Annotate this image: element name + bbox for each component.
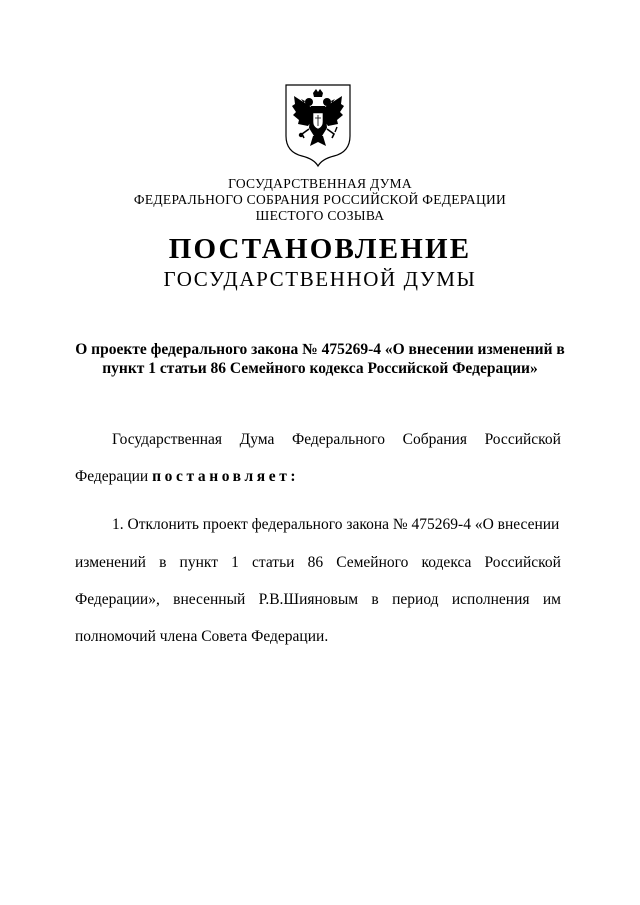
clause-word: Федерации»,	[75, 591, 160, 608]
clause1-line-2	[75, 553, 561, 573]
preamble-word: Дума	[239, 431, 275, 448]
russian-coat-of-arms-icon	[282, 82, 354, 168]
preamble-federation: Федерации	[75, 468, 149, 485]
clause-word: исполнения	[451, 591, 530, 608]
clause-word: Р.В.Шияновым	[258, 591, 359, 608]
preamble-word: Российской	[484, 431, 561, 448]
clause1-line-3	[75, 590, 561, 610]
preamble-word: Федерального	[291, 431, 386, 448]
clause-word: Семейного	[336, 554, 409, 571]
preamble-word: Государственная	[112, 431, 223, 448]
issuer-title: ГОСУДАРСТВЕННОЙ ДУМЫ	[163, 267, 477, 291]
clause-word: статьи	[251, 554, 295, 571]
clause-word: им	[542, 591, 561, 608]
clause1-line-1: 1. Отклонить проект федерального закона № 475269-4 «О внесении	[112, 516, 560, 533]
preamble-line-2	[75, 467, 561, 487]
clause-word: в	[371, 591, 379, 608]
subject-line-1: О проекте федерального закона № 475269-4 «О внесении изменений в	[75, 341, 565, 358]
preamble-line-1	[112, 430, 561, 450]
org-line-federal-assembly: ФЕДЕРАЛЬНОГО СОБРАНИЯ РОССИЙСКОЙ ФЕДЕРАЦИИ	[133, 192, 507, 207]
clause-word: период	[392, 591, 439, 608]
clause-word: 1	[231, 554, 239, 571]
clause-word: пункт	[179, 554, 218, 571]
document-type-title: ПОСТАНОВЛЕНИЕ	[168, 233, 472, 265]
clause1-line-4: полномочий члена Совета Федерации.	[75, 628, 329, 645]
clause-word: Российской	[484, 554, 561, 571]
org-line-convocation: ШЕСТОГО СОЗЫВА	[255, 208, 385, 223]
subject-line-2: пункт 1 статьи 86 Семейного кодекса Российской Федерации»	[102, 360, 538, 377]
clause-word: в	[159, 554, 167, 571]
clause-word: внесенный	[173, 591, 246, 608]
org-line-duma: ГОСУДАРСТВЕННАЯ ДУМА	[228, 176, 412, 191]
resolves-keyword: постановляет:	[152, 468, 300, 485]
preamble-word: Собрания	[402, 431, 467, 448]
clause-word: изменений	[75, 554, 146, 571]
clause-word: 86	[307, 554, 324, 571]
clause-word: кодекса	[421, 554, 472, 571]
